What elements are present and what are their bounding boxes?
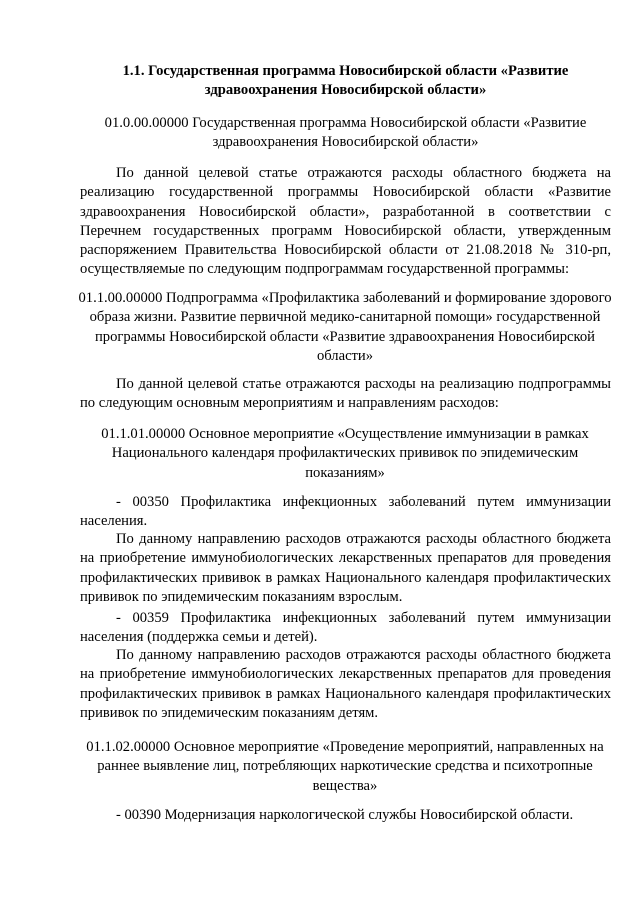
measure1-heading: 01.1.01.00000 Основное мероприятие «Осуществление иммунизации в рамках Национального календаря профилактических прививок по эпидемическим показаниям»: [101, 426, 589, 481]
section-title: 1.1. Государственная программа Новосибирской области «Развитие здравоохранения Новосибирской области»: [122, 63, 569, 99]
subprogram-paragraph: По данной целевой статье отражаются расходы на реализацию подпрограммы по следующим основным мероприятиям и направлениям расходов:: [80, 376, 611, 412]
item-00350-description: По данному направлению расходов отражаются расходы областного бюджета на приобретение иммунобиологических лекарственных препаратов для проведения профилактических прививок в рамках Национального календаря профилактических прививок по эпидемическим показаниям взрослым.: [80, 531, 611, 605]
item-00350: - 00350 Профилактика инфекционных заболеваний путем иммунизации населения.: [80, 494, 611, 530]
program-heading: 01.0.00.00000 Государственная программа Новосибирской области «Развитие здравоохранения Новосибирской области»: [104, 115, 587, 151]
item-00359: - 00359 Профилактика инфекционных заболеваний путем иммунизации населения (поддержка семьи и детей).: [80, 610, 611, 646]
program-paragraph: По данной целевой статье отражаются расходы областного бюджета на реализацию государственной программы Новосибирской области «Развитие здравоохранения Новосибирской области», разработанной в соответствии с Перечнем государственных программ Новосибирской области, утвержденным распоряжением Правительства Новосибирской области от 21.08.2018 № 310-рп, осуществляемые по следующим подпрограммам государственной программы:: [80, 165, 611, 278]
subprogram-heading: 01.1.00.00000 Подпрограмма «Профилактика заболеваний и формирование здорового образа жизни. Развитие первичной медико-санитарной помощи» государственной программы Новосибирской области «Развитие здравоохранения Новосибирской области»: [78, 290, 612, 364]
measure2-heading: 01.1.02.00000 Основное мероприятие «Проведение мероприятий, направленных на раннее выявление лиц, потребляющих наркотические средства и психотропные вещества»: [86, 739, 604, 794]
item-00359-description: По данному направлению расходов отражаются расходы областного бюджета на приобретение иммунобиологических лекарственных препаратов для проведения профилактических прививок в рамках Национального календаря профилактических прививок по эпидемическим показаниям детям.: [80, 647, 611, 721]
item-00390: - 00390 Модернизация наркологической службы Новосибирской области.: [116, 807, 574, 823]
